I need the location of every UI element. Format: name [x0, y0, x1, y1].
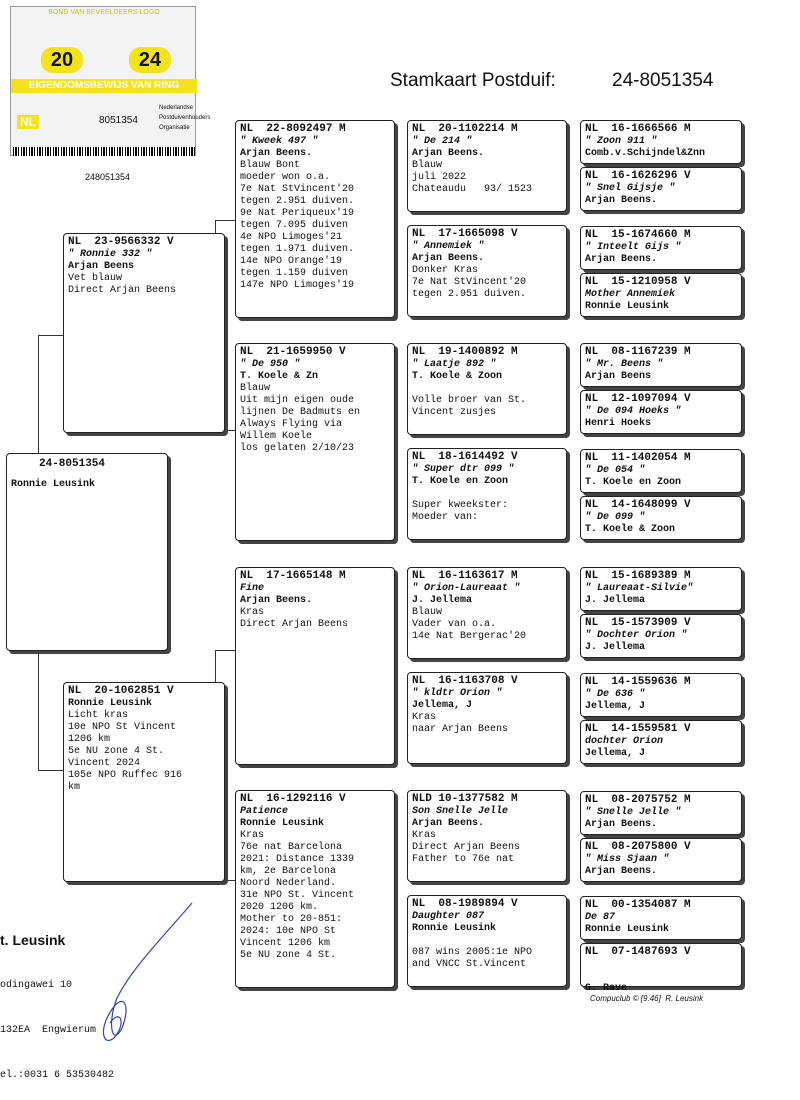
subject-ring: 24-8051354 [39, 458, 106, 470]
card-owner: T. Koele & Zoon [585, 524, 676, 535]
card-owner: Arjan Beens. [412, 253, 485, 264]
card-ring: NL 20-1102214 M [412, 123, 518, 135]
card-owner: Arjan Beens. [585, 866, 658, 877]
card-info: Vet blauw Direct Arjan Beens [68, 273, 177, 296]
pedigree-card-r9 [580, 567, 742, 611]
pedigree-card-p4 [235, 790, 395, 988]
card-ring: NL 16-1666566 M [585, 123, 691, 135]
card-owner: Ronnie Leusink [585, 301, 670, 312]
card-owner: Jellema, J [585, 701, 646, 712]
pedigree-card-r16 [580, 943, 742, 994]
card-info: 087 wins 2005:1e NPO and VNCC St.Vincent [412, 947, 533, 970]
card-owner: Ronnie Leusink [412, 923, 497, 934]
barcode-text: 248051354 [85, 172, 131, 182]
pedigree-card-q2 [407, 225, 567, 317]
card-owner: Arjan Beens. [412, 818, 485, 829]
pedigree-card-r2 [580, 167, 742, 211]
card-owner: J. Jellema [585, 595, 646, 606]
card-name: " Mr. Beens " [585, 359, 664, 370]
card-name: " De 054 " [585, 465, 646, 476]
card-owner: T. Koele & Zn [240, 371, 319, 382]
pedigree-card-p2 [235, 343, 395, 541]
card-name: Mother Annemiek [585, 289, 676, 300]
card-owner: Arjan Beens. [240, 148, 313, 159]
card-owner: Ronnie Leusink [585, 924, 670, 935]
card-ring: NL 21-1659950 V [240, 346, 346, 358]
barcode [13, 147, 195, 156]
pedigree-card-q6 [407, 672, 567, 764]
card-name: " De 099 " [585, 512, 646, 523]
card-owner: Arjan Beens. [585, 254, 658, 265]
pedigree-card-g1 [63, 233, 225, 433]
pedigree-card-p1 [235, 120, 395, 318]
card-name: dochter Orion [585, 736, 664, 747]
card-name: " Snel Gijsje " [585, 183, 676, 194]
pedigree-card-q5 [407, 567, 567, 659]
card-name: " Dochter Orion " [585, 630, 688, 641]
connector-line [215, 650, 235, 651]
subject-card [6, 453, 168, 651]
card-name: Daughter 087 [412, 911, 485, 922]
pedigree-card-r8 [580, 496, 742, 540]
card-info: Donker Kras 7e Nat StVincent'20 tegen 2.951 duiven. [412, 265, 527, 300]
sticker-band: EIGENDOMSBEWIJS VAN RING [11, 79, 197, 93]
pedigree-card-q8 [407, 895, 567, 987]
card-ring: NL 16-1163617 M [412, 570, 518, 582]
card-ring: NL 08-2075752 M [585, 794, 691, 806]
sticker-year-left: 20 [41, 47, 83, 73]
card-owner: Comb.v.Schijndel&Znn [585, 148, 706, 159]
card-owner: T. Koele en Zoon [412, 476, 509, 487]
card-ring: NL 14-1559581 V [585, 723, 691, 735]
card-ring: NL 08-1167239 M [585, 346, 691, 358]
sticker-year-right: 24 [129, 47, 171, 73]
card-info: Volle broer van St. Vincent zusjes [412, 395, 527, 418]
card-info: Kras Direct Arjan Beens Father to 76e nat [412, 830, 521, 865]
card-name: " Laatje 892 " [412, 359, 497, 370]
card-owner: Arjan Beens [68, 261, 135, 272]
pedigree-card-g2 [63, 682, 225, 882]
pedigree-card-q3 [407, 343, 567, 435]
signature [92, 898, 202, 1048]
card-ring: NL 08-2075800 V [585, 841, 691, 853]
connector-line [38, 335, 64, 336]
card-name: " Miss Sjaan " [585, 854, 670, 865]
pedigree-card-r1 [580, 120, 742, 164]
sticker-org-line: Nederlandse [159, 105, 194, 111]
card-name: " De 094 Hoeks " [585, 406, 682, 417]
card-ring: NL 16-1626296 V [585, 170, 691, 182]
card-name: Son Snelle Jelle [412, 806, 509, 817]
connector-line [215, 220, 235, 221]
card-info: Kras 76e nat Barcelona 2021: Distance 1339 km, 2e Barcelona Noord Nederland. 31e NPO St. Vincent 2020 1206 km. Mother to 20-851: 2024: 10e NPO St Vincent 1206 km 5e NU zone 4 St. [240, 830, 355, 961]
card-owner: Jellema, J [412, 700, 473, 711]
address-phone: el.:0031 6 53530482 [0, 1070, 115, 1081]
card-name: " Laureaat-Silvie" [585, 583, 694, 594]
card-owner: Ronnie Leusink [240, 818, 325, 829]
card-ring: NL 14-1648099 V [585, 499, 691, 511]
pedigree-card-r6 [580, 390, 742, 434]
card-ring: NL 15-1689389 M [585, 570, 691, 582]
card-ring: NL 23-9566332 V [68, 236, 174, 248]
pedigree-card-r12 [580, 720, 742, 764]
card-info: Super kweekster: Moeder van: [412, 500, 509, 523]
card-ring: NLD 10-1377582 M [412, 793, 518, 805]
card-name: " De 636 " [585, 689, 646, 700]
pedigree-card-r5 [580, 343, 742, 387]
card-name: " Zoon 911 " [585, 136, 658, 147]
card-ring: NL 15-1674660 M [585, 229, 691, 241]
pedigree-card-r3 [580, 226, 742, 270]
card-info: Blauw Vader van o.a. 14e Nat Bergerac'20 [412, 607, 527, 642]
pedigree-card-r7 [580, 449, 742, 493]
pedigree-card-p3 [235, 567, 395, 765]
footer-credit: Compuclub © [9.46] R. Leusink [590, 994, 704, 1003]
card-owner: T. Koele en Zoon [585, 477, 682, 488]
pedigree-card-r13 [580, 791, 742, 835]
card-info: Kras naar Arjan Beens [412, 712, 509, 735]
card-name: " De 214 " [412, 136, 473, 147]
card-name: Patience [240, 806, 289, 817]
card-ring: NL 17-1665148 M [240, 570, 346, 582]
pedigree-card-q1 [407, 120, 567, 212]
card-name: " Super dtr 099 " [412, 464, 515, 475]
card-owner: T. Koele & Zoon [412, 371, 503, 382]
card-owner: Ronnie Leusink [68, 698, 153, 709]
card-owner: Arjan Beens [585, 371, 652, 382]
card-ring: NL 22-8092497 M [240, 123, 346, 135]
pedigree-card-q7 [407, 790, 567, 882]
card-name: " kldtr Orion " [412, 688, 503, 699]
pedigree-card-r4 [580, 273, 742, 317]
card-info: Kras Direct Arjan Beens [240, 607, 349, 630]
ownership-sticker [10, 6, 211, 156]
card-name: " Kweek 497 " [240, 136, 319, 147]
sticker-org-line: Postduivenhouders [159, 115, 211, 121]
card-owner: G. Rave [585, 983, 628, 994]
subject-owner: Ronnie Leusink [11, 479, 96, 490]
card-info: Blauw Uit mijn eigen oude lijnen De Badmuts en Always Flying via Willem Koele los gelaten 2/10/23 [240, 383, 361, 454]
card-owner: Arjan Beens. [585, 819, 658, 830]
sticker-org-line: Organisatie [159, 125, 190, 131]
card-ring: NL 16-1292116 V [240, 793, 346, 805]
card-info: Blauw Bont moeder won o.a. 7e Nat StVincent'20 tegen 2.951 duiven. 9e Nat Periqueux'19 tegen 7.095 duiven 4e NPO Limoges'21 tegen 1.971 duiven. 14e NPO Orange'19 tegen 1.159 duiven 147e NPO Limoges'19 [240, 160, 355, 291]
card-ring: NL 11-1402054 M [585, 452, 691, 464]
card-owner: Arjan Beens. [240, 595, 313, 606]
card-ring: NL 17-1665098 V [412, 228, 518, 240]
card-name: " De 950 " [240, 359, 301, 370]
card-ring: NL 07-1487693 V [585, 946, 691, 958]
address-name: t. Leusink [0, 932, 66, 948]
card-ring: NL 15-1573909 V [585, 617, 691, 629]
sticker-number: 8051354 [99, 115, 138, 126]
card-name: " Inteelt Gijs " [585, 242, 682, 253]
card-owner: J. Jellema [412, 595, 473, 606]
pedigree-card-q4 [407, 448, 567, 540]
card-ring: NL 18-1614492 V [412, 451, 518, 463]
card-owner: Arjan Beens. [412, 148, 485, 159]
card-owner: Arjan Beens. [585, 195, 658, 206]
card-ring: NL 20-1062851 V [68, 685, 174, 697]
pedigree-card-r15 [580, 896, 742, 940]
card-owner: J. Jellema [585, 642, 646, 653]
card-owner: Henri Hoeks [585, 418, 652, 429]
pedigree-card-r10 [580, 614, 742, 658]
card-name: " Orion-Laureaat " [412, 583, 521, 594]
page-title-label: Stamkaart Postduif: [390, 70, 556, 91]
card-info: Blauw juli 2022 Chateaudu 93/ 1523 [412, 160, 533, 195]
card-ring: NL 19-1400892 M [412, 346, 518, 358]
connector-line [38, 770, 64, 771]
card-ring: NL 08-1989894 V [412, 898, 518, 910]
card-name: " Annemiek " [412, 241, 485, 252]
card-info: Licht kras 10e NPO St Vincent 1206 km 5e NU zone 4 St. Vincent 2024 105e NPO Ruffec 916 km [68, 710, 183, 793]
card-ring: NL 15-1210958 V [585, 276, 691, 288]
card-name: De 87 [585, 912, 616, 923]
sticker-header: BOND VAN BEVEELDEERS LOGO [48, 9, 160, 16]
card-ring: NL 14-1559636 M [585, 676, 691, 688]
sticker-country: NL [17, 115, 39, 129]
card-name: Fine [240, 583, 265, 594]
pedigree-card-r14 [580, 838, 742, 882]
card-owner: Jellema, J [585, 748, 646, 759]
card-ring: NL 12-1097094 V [585, 393, 691, 405]
card-ring: NL 16-1163708 V [412, 675, 518, 687]
sticker-org [159, 103, 210, 133]
card-name: " Ronnie 332 " [68, 249, 153, 260]
page-title-ring: 24-8051354 [612, 70, 714, 91]
address-city: 132EA Engwierum [0, 1025, 97, 1036]
card-name: " Snelle Jelle " [585, 807, 682, 818]
address-street: odingawei 10 [0, 980, 73, 991]
card-ring: NL 00-1354087 M [585, 899, 691, 911]
pedigree-card-r11 [580, 673, 742, 717]
